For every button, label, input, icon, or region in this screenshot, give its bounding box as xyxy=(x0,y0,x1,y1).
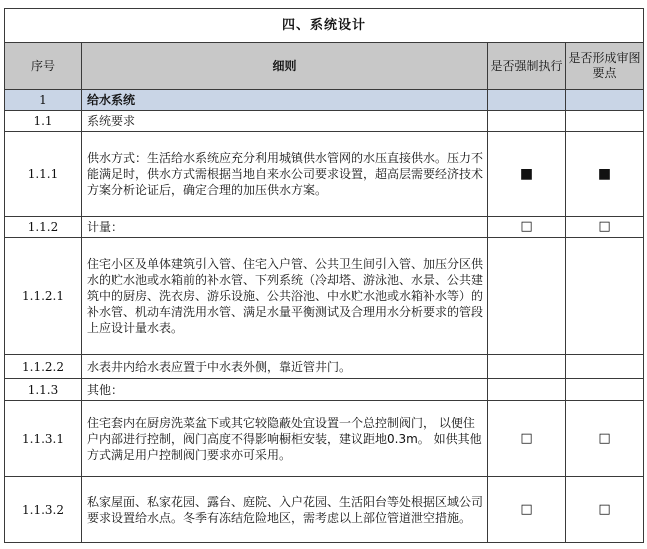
row-seq: 1.1.3.1 xyxy=(5,401,82,477)
row-seq: 1.1 xyxy=(5,111,82,132)
row-review: □ xyxy=(566,401,644,477)
row-mandatory xyxy=(488,90,566,111)
row-mandatory: ■ xyxy=(488,132,566,217)
table-row xyxy=(5,379,644,401)
row-detail: 系统要求 xyxy=(82,111,488,132)
row-mandatory xyxy=(488,379,566,401)
row-seq: 1.1.2.2 xyxy=(5,355,82,379)
row-detail: 私家屋面、私家花园、露台、庭院、入户花园、生活阳台等处根据区域公司要求设置给水点。冬季有冻结危险地区，需考虑以上部位管道泄空措施。 xyxy=(82,477,488,543)
row-seq: 1.1.1 xyxy=(5,132,82,217)
table-row xyxy=(5,238,644,355)
system-design-table xyxy=(4,8,644,543)
row-detail: 给水系统 xyxy=(82,90,488,111)
row-seq: 1.1.3.2 xyxy=(5,477,82,543)
row-review xyxy=(566,379,644,401)
row-mandatory xyxy=(488,355,566,379)
row-mandatory: □ xyxy=(488,401,566,477)
table-row xyxy=(5,90,644,111)
title-row xyxy=(5,9,644,43)
row-seq: 1.1.2 xyxy=(5,217,82,238)
row-seq: 1.1.2.1 xyxy=(5,238,82,355)
table-row xyxy=(5,355,644,379)
row-detail: 住宅小区及单体建筑引入管、住宅入户管、公共卫生间引入管、加压分区供水的贮水池或水箱前的补水管、下列系统（冷却塔、游泳池、水景、公共建筑中的厨房、洗衣房、游乐设施、公共浴池、中水贮水池或水箱补水等）的补水管、机动车清洗用水管、满足水量平衡测试及合理用水分析要求的管段上应设计量水表。 xyxy=(82,238,488,355)
row-review: ■ xyxy=(566,132,644,217)
header-row xyxy=(5,43,644,90)
row-review xyxy=(566,355,644,379)
header-mandatory: 是否强制执行 xyxy=(488,43,566,90)
row-seq: 1 xyxy=(5,90,82,111)
header-review: 是否形成审图要点 xyxy=(566,43,644,90)
table-row xyxy=(5,401,644,477)
header-seq: 序号 xyxy=(5,43,82,90)
row-review xyxy=(566,90,644,111)
table-row xyxy=(5,217,644,238)
table-title: 四、系统设计 xyxy=(5,9,644,43)
row-mandatory: □ xyxy=(488,217,566,238)
table-row xyxy=(5,132,644,217)
row-detail: 水表井内给水表应置于中水表外侧，靠近管井门。 xyxy=(82,355,488,379)
row-detail: 供水方式：生活给水系统应充分利用城镇供水管网的水压直接供水。压力不能满足时，供水方式需根据当地自来水公司要求设置，超高层需要经济技术方案分析论证后，确定合理的加压供水方案。 xyxy=(82,132,488,217)
row-seq: 1.1.3 xyxy=(5,379,82,401)
row-mandatory xyxy=(488,111,566,132)
row-mandatory: □ xyxy=(488,477,566,543)
row-review: □ xyxy=(566,217,644,238)
header-detail: 细则 xyxy=(82,43,488,90)
row-review xyxy=(566,111,644,132)
row-mandatory xyxy=(488,238,566,355)
table-row xyxy=(5,111,644,132)
table-row xyxy=(5,477,644,543)
row-detail: 住宅套内在厨房洗菜盆下或其它较隐蔽处宜设置一个总控制阀门， 以便住户内部进行控制，阀门高度不得影响橱柜安装，建议距地0.3m。 如供其他方式满足用户控制阀门要求亦可采用。 xyxy=(82,401,488,477)
row-detail: 其他： xyxy=(82,379,488,401)
row-review: □ xyxy=(566,477,644,543)
row-detail: 计量： xyxy=(82,217,488,238)
row-review xyxy=(566,238,644,355)
